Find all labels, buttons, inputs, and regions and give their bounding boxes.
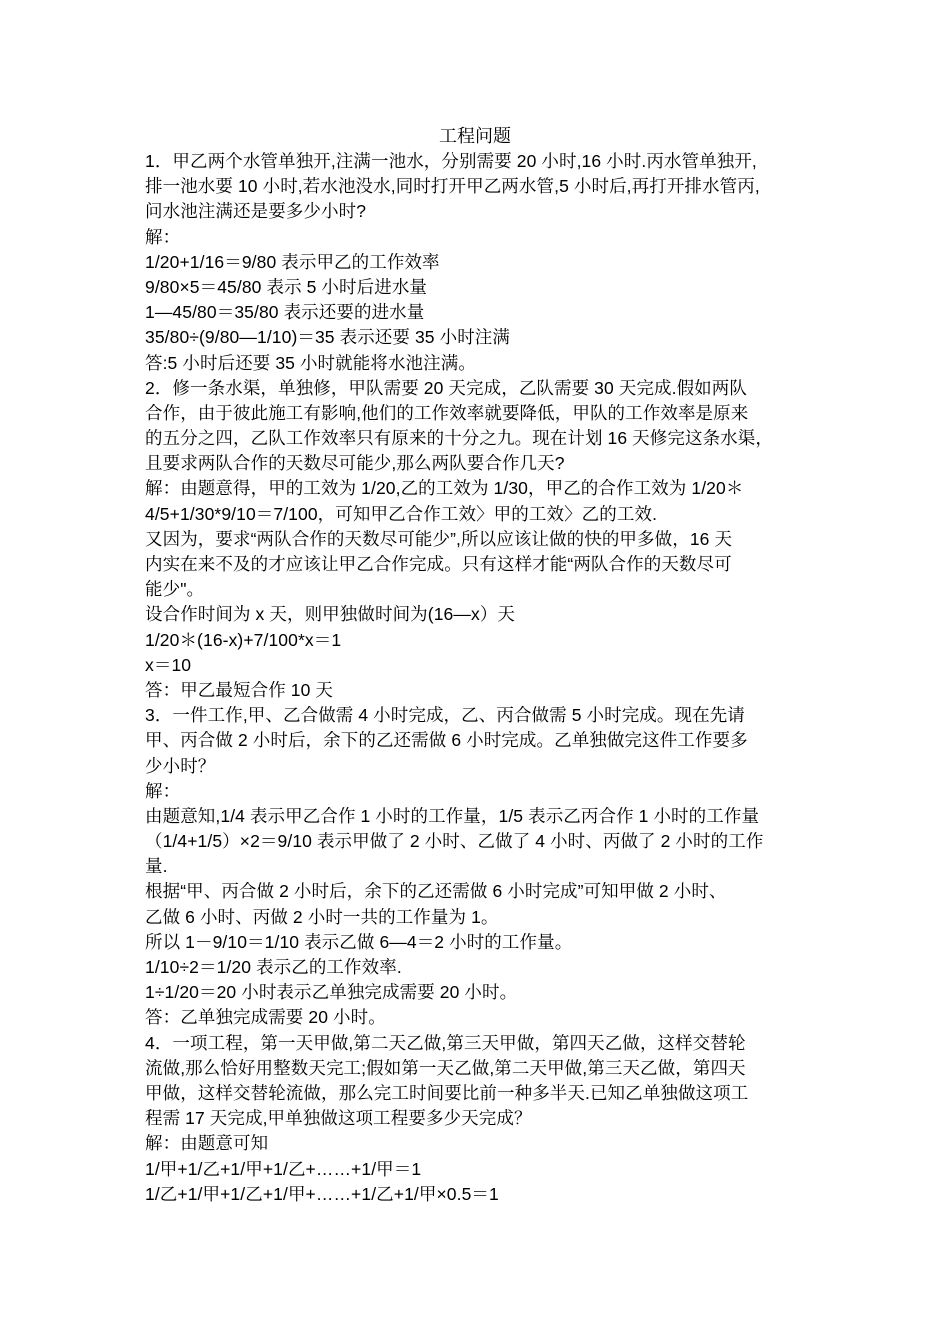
text-line: 排一池水要 10 小时,若水池没水,同时打开甲乙两水管,5 小时后,再打开排水管丙, [145, 176, 760, 197]
text-line: 且要求两队合作的天数尽可能少,那么两队要合作几天? [145, 453, 565, 474]
text-line: 的五分之四，乙队工作效率只有原来的十分之九。现在计划 16 天修完这条水渠， [145, 428, 773, 449]
text-line: 解： [145, 226, 181, 247]
text-line: 答:5 小时后还要 35 小时就能将水池注满。 [145, 352, 476, 373]
text-line: 解：由题意得，甲的工效为 1/20,乙的工效为 1/30，甲乙的合作工效为 1/20＊ [145, 478, 744, 499]
text-line: 1/乙+1/甲+1/乙+1/甲+……+1/乙+1/甲×0.5＝1 [145, 1183, 499, 1204]
text-line: 根据“甲、丙合做 2 小时后，余下的乙还需做 6 小时完成”可知甲做 2 小时、 [145, 881, 727, 902]
text-line: 2．修一条水渠，单独修，甲队需要 20 天完成，乙队需要 30 天完成.假如两队 [145, 377, 747, 398]
text-line: 流做,那么恰好用整数天完工;假如第一天乙做,第二天甲做,第三天乙做，第四天 [145, 1057, 746, 1078]
text-line: 少小时？ [145, 755, 216, 776]
text-line: 答：乙单独完成需要 20 小时。 [145, 1007, 386, 1028]
text-line: 甲、丙合做 2 小时后，余下的乙还需做 6 小时完成。乙单独做完这件工作要多 [145, 730, 748, 751]
text-line: 1/20+1/16＝9/80 表示甲乙的工作效率 [145, 251, 440, 272]
text-line: 1/甲+1/乙+1/甲+1/乙+……+1/甲＝1 [145, 1158, 422, 1179]
document-body [145, 149, 825, 1207]
text-line: 解： [145, 780, 181, 801]
text-line: 1—45/80＝35/80 表示还要的进水量 [145, 302, 425, 323]
text-line: 1/20＊(16-x)+7/100*x＝1 [145, 629, 342, 650]
text-line: 能少"。 [145, 579, 205, 600]
text-line: 量. [145, 856, 168, 877]
text-line: 9/80×5＝45/80 表示 5 小时后进水量 [145, 276, 428, 297]
text-line: 问水池注满还是要多少小时? [145, 201, 367, 222]
text-line: 由题意知,1/4 表示甲乙合作 1 小时的工作量，1/5 表示乙丙合作 1 小时的工作量 [145, 805, 760, 826]
text-line: 合作，由于彼此施工有影响,他们的工作效率就要降低，甲队的工作效率是原来 [145, 402, 749, 423]
text-line: 35/80÷(9/80—1/10)＝35 表示还要 35 小时注满 [145, 327, 510, 348]
text-line: 内实在来不及的才应该让甲乙合作完成。只有这样才能“两队合作的天数尽可 [145, 554, 732, 574]
text-line: 所以 1－9/10＝1/10 表示乙做 6—4＝2 小时的工作量。 [145, 931, 573, 952]
text-line: （1/4+1/5）×2＝9/10 表示甲做了 2 小时、乙做了 4 小时、丙做了 2 小时的工作 [145, 831, 764, 852]
document-title: 工程问题 [439, 126, 511, 147]
text-line: 4/5+1/30*9/10＝7/100，可知甲乙合作工效〉甲的工效〉乙的工效. [145, 503, 658, 524]
text-line: 设合作时间为 x 天，则甲独做时间为(16—x）天 [145, 604, 516, 625]
text-line: x＝10 [145, 654, 192, 675]
text-line: 1/10÷2＝1/20 表示乙的工作效率. [145, 957, 402, 977]
text-line: 解：由题意可知 [145, 1133, 269, 1154]
text-line: 3．一件工作,甲、乙合做需 4 小时完成，乙、丙合做需 5 小时完成。现在先请 [145, 705, 745, 726]
text-line: 答：甲乙最短合作 10 天 [145, 679, 333, 700]
text-line: 1．甲乙两个水管单独开,注满一池水，分别需要 20 小时,16 小时.丙水管单独开, [145, 151, 757, 171]
text-line: 甲做，这样交替轮流做，那么完工时间要比前一种多半天.已知乙单独做这项工 [145, 1082, 749, 1103]
text-line: 又因为，要求“两队合作的天数尽可能少”,所以应该让做的快的甲多做，16 天 [145, 528, 733, 549]
text-line: 乙做 6 小时、丙做 2 小时一共的工作量为 1。 [145, 906, 499, 927]
text-line: 1÷1/20＝20 小时表示乙单独完成需要 20 小时。 [145, 982, 518, 1003]
text-line: 程需 17 天完成,甲单独做这项工程要多少天完成？ [145, 1108, 532, 1129]
text-line: 4．一项工程，第一天甲做,第二天乙做,第三天甲做，第四天乙做，这样交替轮 [145, 1032, 746, 1053]
